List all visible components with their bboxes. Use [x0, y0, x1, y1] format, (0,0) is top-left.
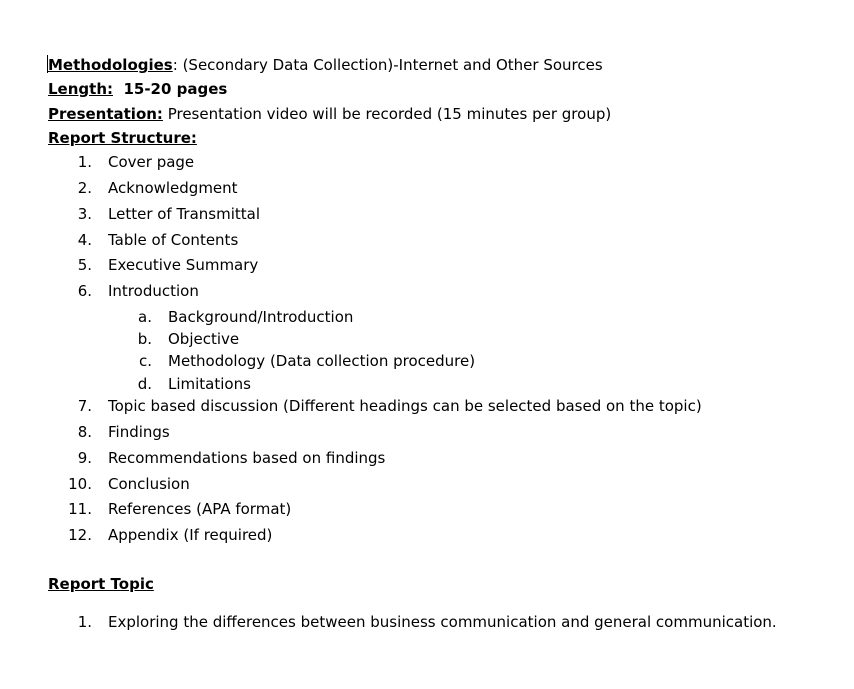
list-item-text: Appendix (If required)	[108, 526, 273, 544]
list-item-number: 10.	[68, 475, 92, 493]
list-item-number: 7.	[77, 397, 92, 415]
sublist-item-letter: d.	[137, 375, 152, 393]
methodologies-separator: :	[172, 56, 178, 74]
list-item-number: 1.	[77, 613, 92, 631]
length-line	[48, 80, 227, 98]
list-item-number: 12.	[68, 526, 92, 544]
sublist-item-text: Objective	[168, 330, 240, 348]
report-structure-heading	[48, 129, 197, 147]
list-item-number: 11.	[68, 500, 92, 518]
list-item-text: Conclusion	[108, 475, 190, 493]
sublist-item-letter: a.	[138, 308, 152, 326]
report-topic-label: Report Topic	[48, 575, 154, 593]
list-item-text: Acknowledgment	[108, 179, 238, 197]
list-item-text: References (APA format)	[108, 500, 292, 518]
methodologies-line	[48, 56, 603, 74]
list-item-text: Introduction	[108, 282, 199, 300]
presentation-value: Presentation video will be recorded (15 minutes per group)	[162, 105, 612, 123]
report-topic-heading	[48, 575, 154, 593]
list-item-text: Table of Contents	[108, 231, 239, 249]
presentation-line	[48, 105, 611, 123]
length-value: 15-20 pages	[113, 80, 228, 98]
list-item-text: Exploring the differences between business communication and general communication.	[108, 613, 777, 631]
list-item-number: 6.	[77, 282, 92, 300]
list-item-number: 3.	[77, 205, 92, 223]
list-item-number: 1.	[77, 153, 92, 171]
list-item-text: Recommendations based on findings	[108, 449, 386, 467]
methodologies-label: Methodologies	[48, 56, 173, 74]
sublist-item-letter: c.	[138, 352, 152, 370]
sublist-item-text: Limitations	[168, 375, 251, 393]
list-item-text: Letter of Transmittal	[108, 205, 261, 223]
list-item-text: Executive Summary	[108, 256, 259, 274]
methodologies-value: (Secondary Data Collection)-Internet and Other Sources	[177, 56, 603, 74]
list-item-text: Findings	[108, 423, 170, 441]
sublist-item-text: Methodology (Data collection procedure)	[168, 352, 476, 370]
list-item-number: 8.	[77, 423, 92, 441]
length-label: Length:	[48, 80, 113, 98]
report-structure-label: Report Structure:	[48, 129, 197, 147]
presentation-label: Presentation:	[48, 105, 163, 123]
list-item-number: 2.	[77, 179, 92, 197]
list-item-text: Topic based discussion (Different headings can be selected based on the topic)	[108, 397, 702, 415]
list-item-number: 5.	[77, 256, 92, 274]
list-item-number: 9.	[77, 449, 92, 467]
sublist-item-text: Background/Introduction	[168, 308, 354, 326]
sublist-item-letter: b.	[137, 330, 152, 348]
list-item-text: Cover page	[108, 153, 195, 171]
list-item-number: 4.	[77, 231, 92, 249]
